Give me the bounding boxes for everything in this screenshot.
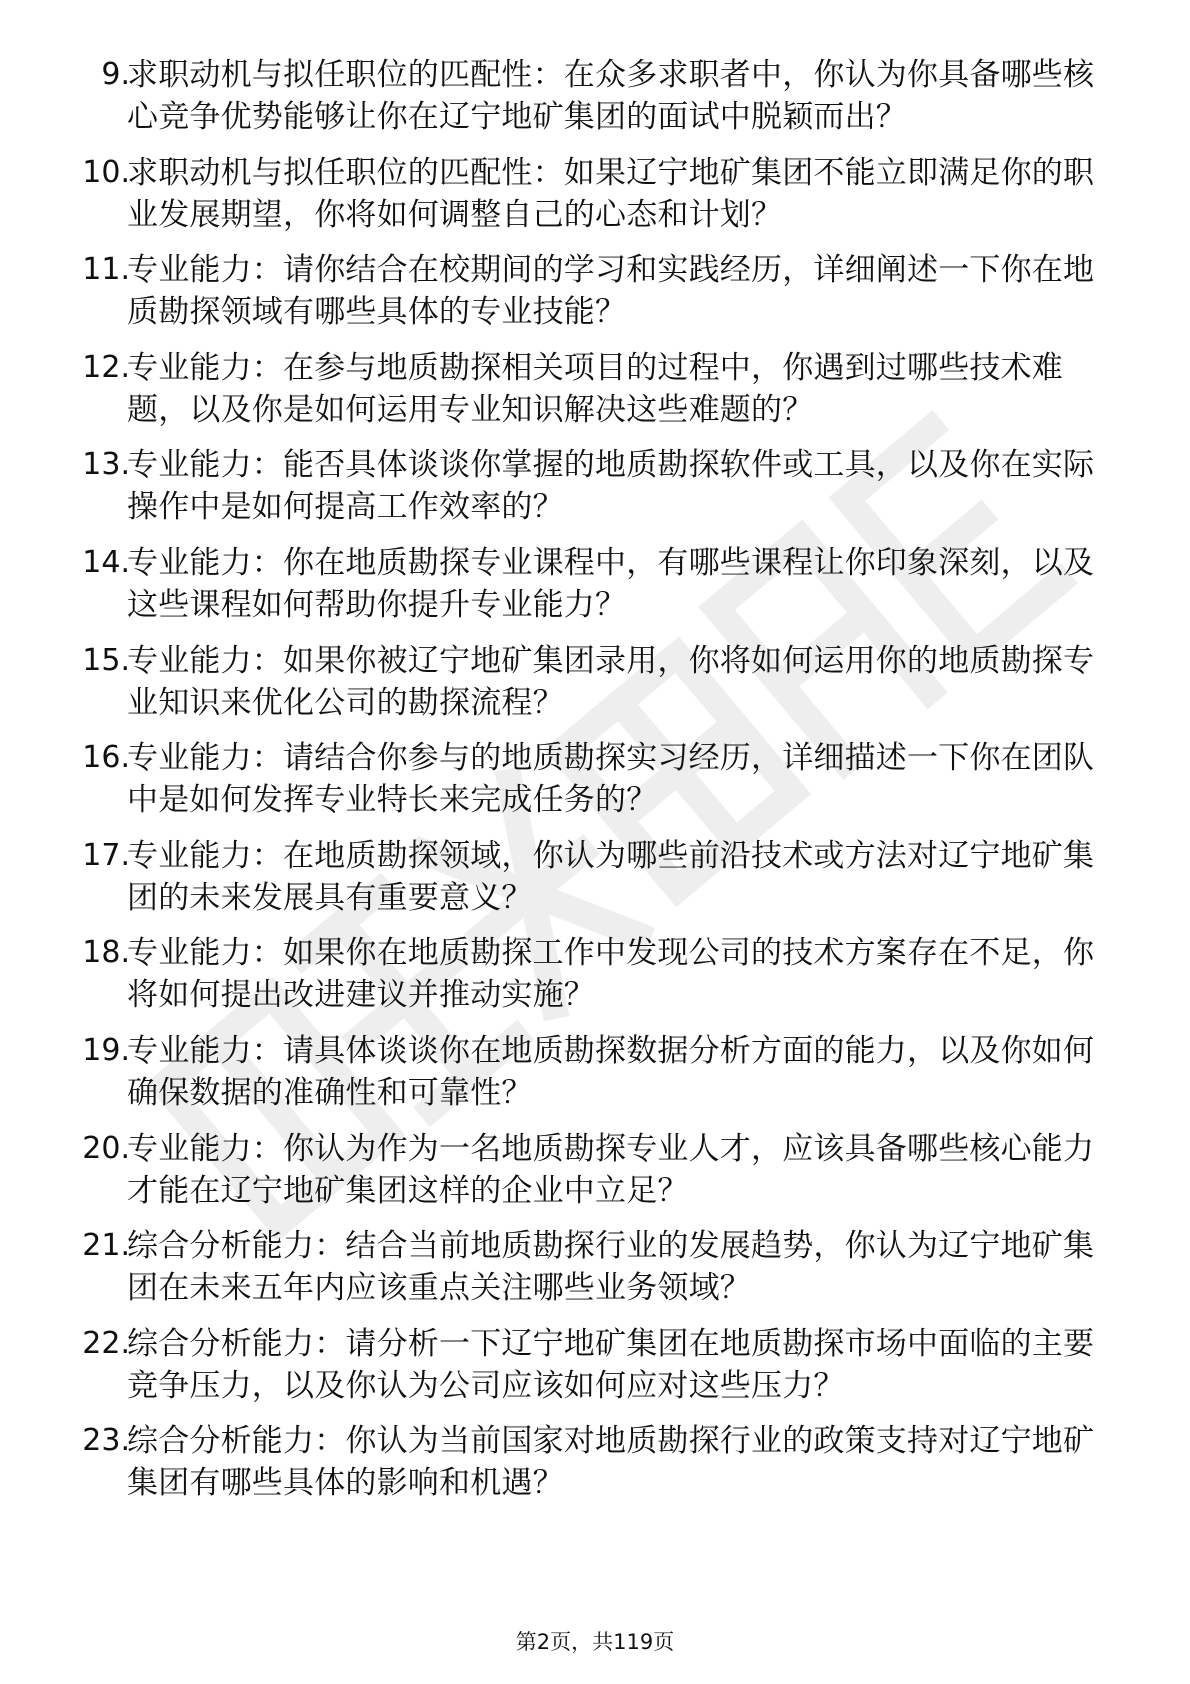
- question-number: 23.: [82, 1423, 130, 1459]
- question-text: 专业能力：在地质勘探领域，你认为哪些前沿技术或方法对辽宁地矿集团的未来发展具有重要意义？: [127, 837, 1095, 916]
- question-number: 13.: [82, 447, 130, 483]
- question-number: 20.: [82, 1130, 130, 1166]
- page-footer: 第2页，共119页: [515, 1630, 675, 1654]
- question-text: 专业能力：能否具体谈谈你掌握的地质勘探软件或工具，以及你在实际操作中是如何提高工作效率的？: [127, 447, 1095, 526]
- question-number: 19.: [82, 1032, 130, 1068]
- question-number: 18.: [82, 935, 130, 971]
- question-text: 求职动机与拟任职位的匹配性：如果辽宁地矿集团不能立即满足你的职业发展期望，你将如何调整自己的心态和计划？: [127, 154, 1095, 233]
- question-number: 22.: [82, 1325, 130, 1361]
- question-number: 12.: [82, 349, 130, 385]
- question-number: 21.: [82, 1228, 130, 1264]
- list-item: [0, 829, 1190, 927]
- question-number: 15.: [82, 642, 130, 678]
- question-number: 17.: [82, 837, 130, 873]
- question-text: 专业能力：如果你被辽宁地矿集团录用，你将如何运用你的地质勘探专业知识来优化公司的勘探流程？: [127, 642, 1095, 721]
- list-item: [0, 1219, 1190, 1317]
- question-text: 专业能力：如果你在地质勘探工作中发现公司的技术方案存在不足，你将如何提出改进建议并推动实施？: [127, 935, 1095, 1014]
- question-text: 综合分析能力：你认为当前国家对地质勘探行业的政策支持对辽宁地矿集团有哪些具体的影响和机遇？: [127, 1423, 1095, 1502]
- list-item: [0, 926, 1190, 1024]
- list-item: [0, 341, 1190, 439]
- question-number: 14.: [82, 544, 130, 580]
- question-text: 综合分析能力：结合当前地质勘探行业的发展趋势，你认为辽宁地矿集团在未来五年内应该重点关注哪些业务领域？: [127, 1228, 1095, 1307]
- list-item: [0, 536, 1190, 634]
- question-number: 16.: [82, 740, 130, 776]
- question-text: 专业能力：请你结合在校期间的学习和实践经历，详细阐述一下你在地质勘探领域有哪些具体的专业技能？: [127, 252, 1095, 331]
- list-item: [0, 1024, 1190, 1122]
- list-item: [0, 438, 1190, 536]
- list-item: [0, 48, 1190, 146]
- question-text: 综合分析能力：请分析一下辽宁地矿集团在地质勘探市场中面临的主要竞争压力，以及你认为公司应该如何应对这些压力？: [127, 1325, 1095, 1404]
- list-item: [0, 146, 1190, 244]
- list-item: [0, 1122, 1190, 1220]
- list-item: [0, 634, 1190, 732]
- question-text: 专业能力：在参与地质勘探相关项目的过程中，你遇到过哪些技术难题，以及你是如何运用专业知识解决这些难题的？: [127, 349, 1063, 428]
- question-text: 专业能力：请具体谈谈你在地质勘探数据分析方面的能力，以及你如何确保数据的准确性和可靠性？: [127, 1032, 1095, 1111]
- question-list: [0, 48, 1190, 1512]
- list-item: [0, 731, 1190, 829]
- question-text: 专业能力：请结合你参与的地质勘探实习经历，详细描述一下你在团队中是如何发挥专业特长来完成任务的？: [127, 740, 1095, 819]
- question-text: 专业能力：你认为作为一名地质勘探专业人才，应该具备哪些核心能力才能在辽宁地矿集团这样的企业中立足？: [127, 1130, 1095, 1209]
- question-text: 求职动机与拟任职位的匹配性：在众多求职者中，你认为你具备哪些核心竞争优势能够让你在辽宁地矿集团的面试中脱颖而出？: [127, 57, 1095, 135]
- question-text: 专业能力：你在地质勘探专业课程中，有哪些课程让你印象深刻，以及这些课程如何帮助你提升专业能力？: [127, 544, 1095, 623]
- question-number: 11.: [82, 252, 130, 288]
- list-item: [0, 243, 1190, 341]
- list-item: [0, 1414, 1190, 1512]
- question-number: 10.: [82, 154, 130, 190]
- question-number: 9.: [101, 57, 130, 92]
- list-item: [0, 1317, 1190, 1415]
